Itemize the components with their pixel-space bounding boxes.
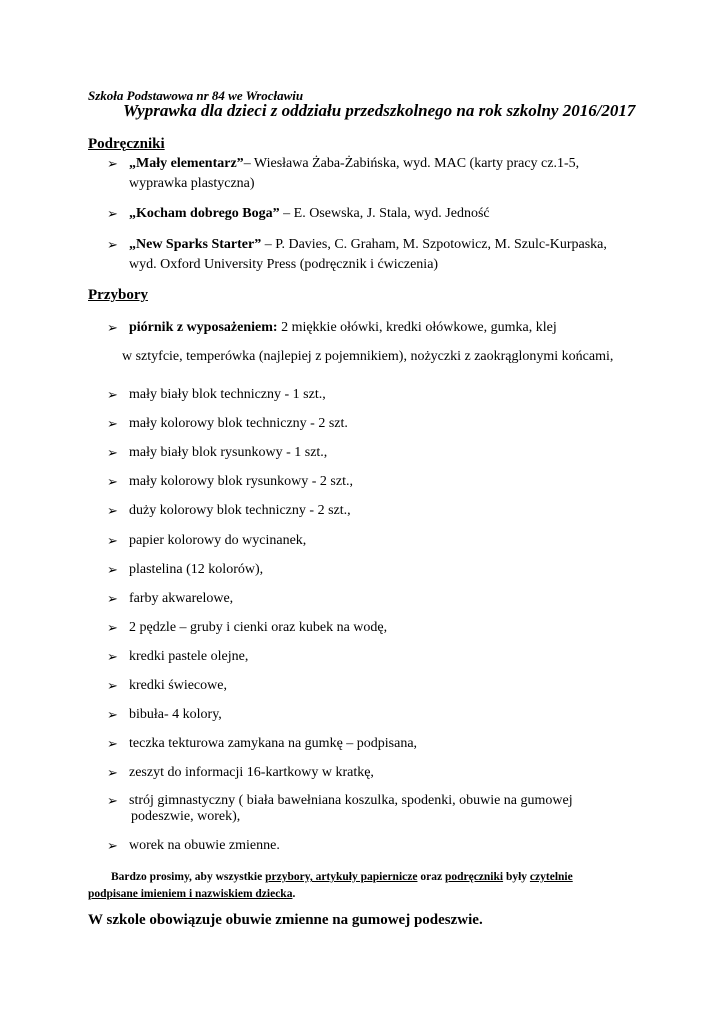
supply-name: piórnik z wyposażeniem:	[129, 320, 278, 335]
bullet-arrow-icon: ➢	[107, 156, 118, 171]
bullet-arrow-icon: ➢	[107, 620, 118, 635]
bullet-arrow-icon: ➢	[107, 416, 118, 431]
section-heading-textbooks: Podręczniki	[88, 136, 165, 152]
bullet-arrow-icon: ➢	[107, 533, 118, 548]
bullet-arrow-icon: ➢	[107, 237, 118, 252]
bullet-arrow-icon: ➢	[107, 793, 118, 808]
school-name: Szkoła Podstawowa nr 84 we Wrocławiu	[88, 88, 304, 103]
supply-text: 2 pędzle – gruby i cienki oraz kubek na wodę,	[129, 620, 388, 635]
supply-text: bibuła- 4 kolory,	[129, 707, 222, 722]
book-title: „Kocham dobrego Boga”	[129, 206, 280, 221]
supply-text: duży kolorowy blok techniczny - 2 szt.,	[129, 503, 351, 518]
bullet-arrow-icon: ➢	[107, 562, 118, 577]
bullet-arrow-icon: ➢	[107, 320, 118, 335]
bullet-arrow-icon: ➢	[107, 736, 118, 751]
supply-text: strój gimnastyczny ( biała bawełniana koszulka, spodenki, obuwie na gumowej	[129, 793, 573, 808]
book-title: „New Sparks Starter”	[129, 237, 262, 252]
supply-text: kredki świecowe,	[129, 678, 227, 693]
supply-text: plastelina (12 kolorów),	[129, 562, 264, 577]
bullet-arrow-icon: ➢	[107, 707, 118, 722]
bullet-arrow-icon: ➢	[107, 765, 118, 780]
note-line-2: podpisane imieniem i nazwiskiem dziecka.	[88, 888, 296, 900]
bullet-arrow-icon: ➢	[107, 591, 118, 606]
book-details-cont: wyd. Oxford University Press (podręcznik i ćwiczenia)	[129, 257, 439, 272]
document-title: Wyprawka dla dzieci z oddziału przedszkolnego na rok szkolny 2016/2017	[123, 101, 636, 120]
bullet-arrow-icon: ➢	[107, 678, 118, 693]
supply-details: 2 miękkie ołówki, kredki ołówkowe, gumka, klej	[277, 320, 557, 335]
note-line-1: Bardzo prosimy, aby wszystkie przybory, artykuły papiernicze oraz podręczniki były czytelnie	[111, 871, 573, 883]
supply-text-cont: podeszwie, worek),	[131, 809, 241, 824]
book-details: – Wiesława Żaba-Żabińska, wyd. MAC (karty pracy cz.1-5,	[243, 156, 580, 171]
book-details: – E. Osewska, J. Stala, wyd. Jedność	[279, 206, 490, 221]
bullet-arrow-icon: ➢	[107, 206, 118, 221]
book-details-cont: wyprawka plastyczna)	[129, 176, 255, 191]
book-title: „Mały elementarz”	[129, 156, 244, 171]
bullet-arrow-icon: ➢	[107, 445, 118, 460]
bullet-arrow-icon: ➢	[107, 474, 118, 489]
supply-text: mały kolorowy blok techniczny - 2 szt.	[129, 416, 348, 431]
supply-text: mały biały blok rysunkowy - 1 szt.,	[129, 445, 328, 460]
bullet-arrow-icon: ➢	[107, 387, 118, 402]
book-details: – P. Davies, C. Graham, M. Szpotowicz, M. Szulc-Kurpaska,	[261, 237, 607, 252]
footer-notice: W szkole obowiązuje obuwie zmienne na gumowej podeszwie.	[88, 912, 483, 928]
supply-details-cont: w sztyfcie, temperówka (najlepiej z pojemnikiem), nożyczki z zaokrąglonymi końcami,	[122, 349, 614, 364]
section-heading-supplies: Przybory	[88, 287, 148, 303]
supply-text: papier kolorowy do wycinanek,	[129, 533, 307, 548]
supply-text: mały kolorowy blok rysunkowy - 2 szt.,	[129, 474, 353, 489]
supply-text: teczka tekturowa zamykana na gumkę – podpisana,	[129, 736, 418, 751]
supply-text: worek na obuwie zmienne.	[129, 838, 280, 853]
supply-text: kredki pastele olejne,	[129, 649, 249, 664]
supply-text: mały biały blok techniczny - 1 szt.,	[129, 387, 326, 402]
bullet-arrow-icon: ➢	[107, 503, 118, 518]
supply-text: farby akwarelowe,	[129, 591, 234, 606]
supply-text: zeszyt do informacji 16-kartkowy w kratkę,	[129, 765, 374, 780]
bullet-arrow-icon: ➢	[107, 838, 118, 853]
bullet-arrow-icon: ➢	[107, 649, 118, 664]
